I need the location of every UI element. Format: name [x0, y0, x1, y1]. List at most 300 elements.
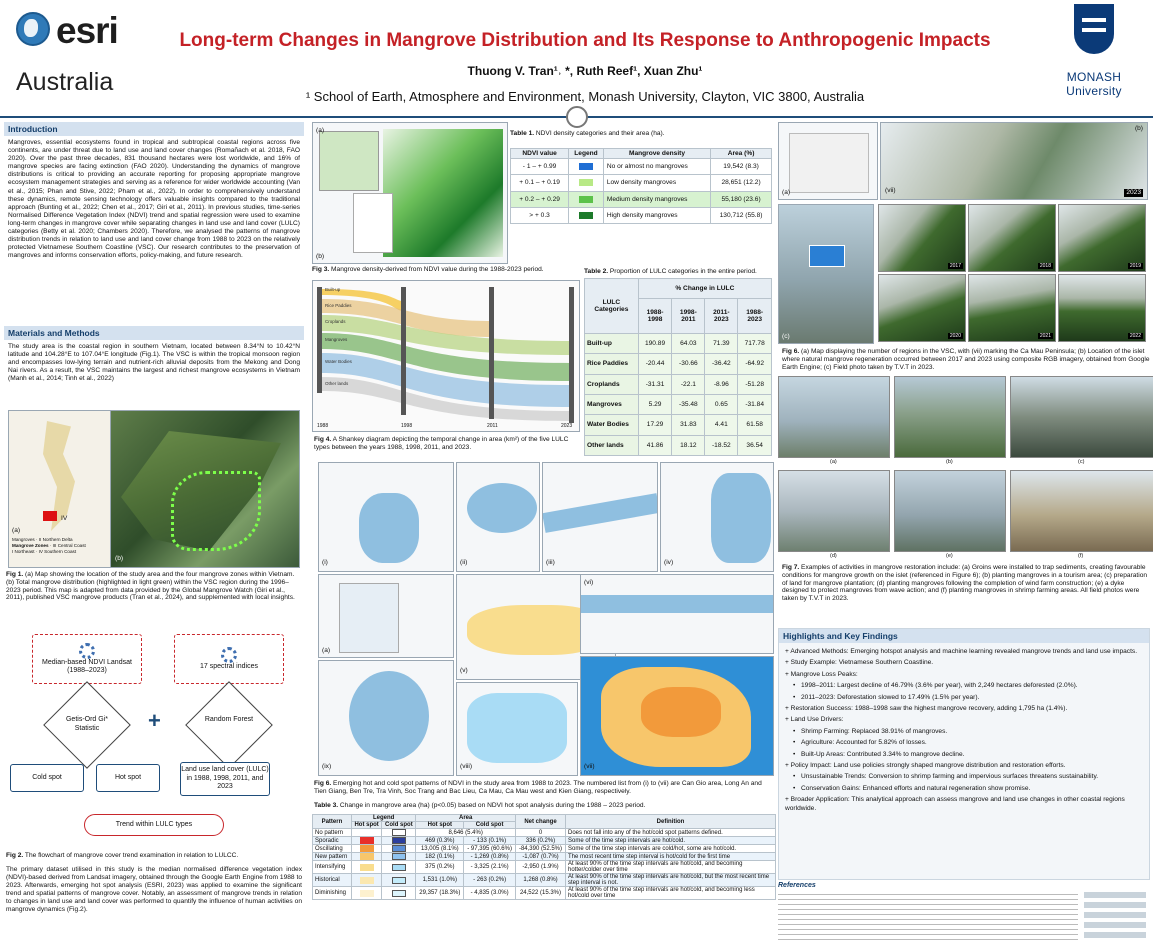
column-header: Pattern: [313, 815, 352, 829]
period-header: 1988-2023: [738, 299, 772, 334]
ndvi-cell: > + 0.3: [511, 207, 569, 223]
panel-label: (b): [946, 459, 953, 465]
panel-label: (c): [1078, 459, 1085, 465]
fig3-density-maps: [312, 122, 508, 264]
caption-label: Fig 4.: [314, 436, 332, 443]
caption-label: Fig 6.: [782, 348, 800, 355]
cold-legend-cell: [382, 874, 416, 887]
value-cell: 5.29: [638, 394, 672, 414]
panel-label: (a): [316, 127, 325, 134]
pattern-cell: Sporadic: [313, 837, 352, 845]
fig6-caption: [782, 348, 1150, 371]
hot-legend-cell: [351, 853, 382, 861]
pattern-cell: Intensifying: [313, 861, 352, 874]
ndvi-cell: - 1 – + 0.99: [511, 159, 569, 175]
year-label: 2020: [949, 333, 961, 339]
fig4-caption: [314, 436, 580, 452]
table-header-row: [585, 279, 772, 299]
time-series-grid: [878, 204, 1148, 344]
panel-label: (v): [460, 667, 468, 674]
definition-cell: At least 90% of the time step intervals are hot/cold, and becoming hotter/colder over time: [566, 861, 776, 874]
legend-item: Mangroves: [12, 537, 35, 542]
area-hot-cell: 29,357 (18.3%): [416, 887, 464, 900]
density-cell: No or almost no mangroves: [603, 159, 710, 175]
fig1-caption: [6, 571, 302, 602]
field-photo: [778, 470, 890, 552]
panel-label: (iv): [664, 559, 674, 566]
row-header: Other lands: [585, 435, 639, 455]
caption-label: Table 3.: [314, 802, 339, 809]
panel-label: (b): [1134, 125, 1143, 132]
legend-cell: [569, 159, 604, 175]
row-header: Rice Paddies: [585, 354, 639, 374]
globe-icon: [16, 12, 50, 46]
period-header: 1988-1998: [638, 299, 672, 334]
panel-label: (iii): [546, 559, 555, 566]
period-header: 1998-2011: [672, 299, 705, 334]
legend-swatch: [360, 853, 374, 860]
node-label: Other lands: [325, 381, 349, 386]
table-row: [585, 394, 772, 414]
map-legend: [353, 193, 393, 253]
mangrove-highlight: [171, 471, 261, 551]
highlight-subitem: • 2011–2023: Deforestation slowed to 17.49% (1.5% per year).: [785, 694, 1143, 702]
affiliation: ¹ School of Earth, Atmosphere and Environment, Monash University, Clayton, VIC 3800, Australia: [305, 89, 865, 104]
column-header: Net change: [515, 815, 565, 829]
net-change-cell: 0: [515, 829, 565, 837]
year-label: 1998: [401, 423, 413, 429]
contact-block: [1084, 892, 1146, 940]
net-change-cell: 336 (0.2%): [515, 837, 565, 845]
caption-label: Table 1.: [510, 130, 535, 137]
field-photo: [1010, 470, 1153, 552]
fig5-caption: [314, 780, 774, 796]
density-cell: High density mangroves: [603, 207, 710, 223]
node-label: Croplands: [325, 319, 346, 324]
cold-legend-cell: [382, 887, 416, 900]
map-panel: [318, 574, 454, 658]
time-series-image: [968, 274, 1056, 342]
value-cell: -22.1: [672, 374, 705, 394]
table1-ndvi: [510, 148, 772, 224]
hot-spot-box: Hot spot: [96, 764, 160, 792]
table-row: [313, 853, 776, 861]
legend-swatch: [579, 196, 593, 203]
row-header: Built-up: [585, 333, 639, 353]
legend-swatch: [360, 837, 374, 844]
panel-label: (ix): [322, 763, 332, 770]
panel-label: (b): [316, 253, 325, 260]
esri-wordmark: esri: [56, 10, 118, 51]
table-row: [511, 207, 772, 223]
gear-icon: [221, 647, 237, 663]
value-cell: -20.44: [638, 354, 672, 374]
table-row: [313, 829, 776, 837]
definition-cell: Some of the time step intervals are cold/hot, some are hot/cold.: [566, 845, 776, 853]
table-row: [585, 415, 772, 435]
legend-swatch: [360, 877, 374, 884]
table2-caption: [584, 268, 774, 276]
area-cold-cell: - 263 (0.2%): [464, 874, 516, 887]
column-header: Area (%): [711, 149, 772, 159]
pattern-cell: Historical: [313, 874, 352, 887]
table-header-row: [511, 149, 772, 159]
net-change-cell: 1,268 (0.8%): [515, 874, 565, 887]
year-label: 2023: [561, 423, 573, 429]
column-header: LULC Categories: [585, 279, 639, 334]
legend-cell: [569, 191, 604, 207]
definition-cell: At least 90% of the time step intervals are hot/cold, but the most recent time step interval is not.: [566, 874, 776, 887]
year-label: 2018: [1039, 263, 1051, 269]
field-photo: [1010, 376, 1153, 458]
highlight-item: + Broader Application: This analytical approach can assess mangrove and land use changes in other coastal regions worldwide.: [785, 796, 1125, 812]
time-series-image: [1058, 274, 1146, 342]
value-cell: 61.58: [738, 415, 772, 435]
value-cell: 18.12: [672, 435, 705, 455]
fig5-hotspot-maps: [318, 462, 774, 778]
caption-label: Fig 2.: [6, 852, 24, 859]
introduction-text: Mangroves, essential ecosystems found in tropical and subtropical coastal regions across five continents, are under threat due to land use and land cover changes (Romañach et al. 2018, FAO 2020). Over the past three decades, 831 thousand hectares were lost worldwide, and 16% of mangrove species are facing extinction (FAO 2020). Understanding the dynamics of mangrove distributions is critical to providing an accurate reporting for proposing appropriate mangrove ecosystem management strategies and serving as a reference for wider worldwide accounting (Van et al., 2015; Phan and Stive, 2022; Pham et al., 2022). In order to comprehensively understand these dynamics, remote sensing technology offers valuable insights compared to the traditional approach (Bunting et al., 2022; Chen et al., 2017; Giri et al., 2011). In previous studies, time-series Normalised Difference Vegetation Index (NDVI) trend and spatial regression were used to examine long-term changes in mangrove cover while separating changes in land use and land cover (LULC) categories (Betty et al. 2020; Chambers 2020). Therefore, we analysed the patterns of mangrove distribution trends in relation to land use and land cover change from 1988 to 2023 on the relatively protected Vietnamese Southern Coastline (VSC). Our research contributes to the preservation of mangroves and informs conservation efforts, policy-making, and future research.: [8, 139, 300, 260]
column-subheader: Cold spot: [382, 822, 416, 829]
caption-label: Fig 3.: [312, 266, 330, 273]
value-cell: 190.89: [638, 333, 672, 353]
hot-legend-cell: [351, 887, 382, 900]
field-photo: [778, 204, 874, 344]
table-row: [585, 374, 772, 394]
pattern-cell: New pattern: [313, 853, 352, 861]
area-hot-cell: 469 (0.3%): [416, 837, 464, 845]
poster-title: Long-term Changes in Mangrove Distribution and Its Response to Anthropogenic Impacts: [179, 30, 991, 51]
highlight-item: + Study Example: Vietnamese Southern Coastline.: [785, 659, 934, 667]
lulc-box: Land use land cover (LULC) in 1988, 1998, 2011, and 2023: [180, 762, 270, 796]
highlight-subitem: • Agriculture: Accounted for 5.82% of losses.: [785, 739, 1143, 747]
cold-spot-box: Cold spot: [10, 764, 84, 792]
panel-label: (a): [830, 459, 837, 465]
plus-icon: +: [148, 708, 161, 733]
area-hot-cell: 1,531 (1.0%): [416, 874, 464, 887]
table-row: [511, 159, 772, 175]
area-hot-cell: 375 (0.2%): [416, 861, 464, 874]
highlight-item: + Policy Impact: Land use policies strongly shaped mangrove distribution and restoration efforts.: [785, 762, 1066, 770]
net-change-cell: 24,522 (15.3%): [515, 887, 565, 900]
column-subheader: Hot spot: [416, 822, 464, 829]
legend-swatch: [392, 853, 406, 860]
highlight-item: + Land Use Drivers:: [785, 716, 844, 724]
table-row: [585, 435, 772, 455]
random-forest-label: Random Forest: [204, 716, 254, 723]
year-label: 2017: [949, 263, 961, 269]
signboard: [809, 245, 845, 267]
highlight-subitem: • Built-Up Areas: Contributed 3.34% to mangrove decline.: [785, 751, 1143, 759]
panel-label: (b): [115, 555, 124, 562]
section-heading: Highlights and Key Findings: [779, 629, 1149, 643]
legend-item: III Central Coast: [52, 543, 86, 548]
caption-text: (a) Map showing the location of the study area and the four mangrove zones within Vietnam. (b) Total mangrove distribution (highlighted in light green) within the VSC region during the 1996–2023 period. This map is adapted from data provided by the Global Mangrove Watch (Giri et al., 2011), published VSC mangrove products (Tran et al., 2024), and supplemented with local insights.: [6, 571, 295, 602]
gear-icon: [79, 643, 95, 659]
panel-label: (d): [830, 553, 837, 559]
value-cell: 0.65: [705, 394, 738, 414]
legend-swatch: [392, 845, 406, 852]
area-cell: 8,646 (5.4%): [416, 829, 516, 837]
area-hot-cell: 13,005 (8.1%): [416, 845, 464, 853]
row-header: Mangroves: [585, 394, 639, 414]
cold-legend-cell: [382, 845, 416, 853]
node-label: Built-up: [325, 287, 341, 292]
time-series-image: [1058, 204, 1146, 272]
legend-swatch: [579, 179, 593, 186]
section-heading: Materials and Methods: [4, 326, 304, 340]
section-heading: Introduction: [4, 122, 304, 136]
hot-legend-cell: [351, 874, 382, 887]
panel-label: (f): [1078, 553, 1084, 559]
value-cell: -36.42: [705, 354, 738, 374]
column-header: Area: [416, 815, 516, 822]
pattern-cell: Oscillating: [313, 845, 352, 853]
value-cell: 31.83: [672, 415, 705, 435]
hot-legend-cell: [351, 845, 382, 853]
monash-logo: [1040, 4, 1148, 96]
highlight-subitem: • Conservation Gains: Enhanced efforts and natural regeneration show promise.: [785, 785, 1143, 793]
time-series-image: [878, 274, 966, 342]
legend-item: II Northern Delta: [38, 537, 73, 542]
map-panel: [542, 462, 658, 572]
group-header: % Change in LULC: [638, 279, 771, 299]
methods-section: [4, 326, 304, 383]
fig1b-mangrove-map: [110, 410, 300, 568]
year-label: 2021: [1039, 333, 1051, 339]
zone-label: IV: [61, 515, 68, 522]
value-cell: 17.29: [638, 415, 672, 435]
random-forest-diamond: [185, 681, 273, 769]
highlight-item: + Advanced Methods: Emerging hotspot analysis and machine learning revealed mangrove trends and land use impacts.: [785, 648, 1138, 655]
highlights-section: [778, 628, 1150, 880]
definition-cell: Some of the time step intervals are hot/cold.: [566, 837, 776, 845]
table-row: [585, 354, 772, 374]
caption-label: Table 2.: [584, 268, 609, 275]
table3-hotspot: [312, 814, 776, 900]
period-header: 2011-2023: [705, 299, 738, 334]
value-cell: 71.39: [705, 333, 738, 353]
panel-label: (a): [12, 527, 21, 534]
fig2-caption: [6, 852, 302, 860]
cold-legend-cell: [382, 853, 416, 861]
map-panel: [580, 574, 774, 654]
legend-swatch: [360, 890, 374, 897]
table-row: [313, 874, 776, 887]
fig4-sankey: [312, 280, 580, 432]
caption-label: Fig 7.: [782, 564, 800, 571]
map-panel: [456, 682, 578, 776]
legend-swatch: [392, 877, 406, 884]
table1-caption: [510, 130, 770, 138]
year-label: 2022: [1129, 333, 1141, 339]
australia-wordmark: Australia: [16, 68, 114, 96]
value-cell: 717.78: [738, 333, 772, 353]
fig1-legend: Mangroves · II Northern Delta Mangrove Zones · III Central Coast I Northeast · IV Southern Coast: [12, 537, 86, 554]
value-cell: -30.66: [672, 354, 705, 374]
caption-text: The flowchart of mangrove cover trend examination in relation to LULCC.: [23, 852, 239, 859]
references-heading: References: [778, 882, 816, 889]
legend-swatch: [360, 864, 374, 871]
panel-label: (i): [322, 559, 328, 566]
area-cell: 19,542 (8.3): [711, 159, 772, 175]
legend-swatch: [360, 845, 374, 852]
column-subheader: Hot spot: [351, 822, 382, 829]
getis-ord-label: Getis-Ord Gi* Statistic: [65, 716, 108, 732]
time-series-image: [878, 204, 966, 272]
area-cell: 55,180 (23.6): [711, 191, 772, 207]
table-row: [511, 175, 772, 191]
ndvi-input-box: [32, 634, 142, 684]
highlight-subitem: • Unsustainable Trends: Conversion to shrimp farming and impervious surfaces threatens sustainability.: [785, 773, 1143, 781]
highlight-subitem: • 1998–2011: Largest decline of 46.79% (3.6% per year), with 2,249 hectares deforested (2.0%).: [785, 682, 1143, 690]
fig7-photo-grid: [778, 376, 1148, 562]
caption-text: NDVI density categories and their area (ha).: [534, 130, 665, 137]
introduction-section: [4, 122, 304, 260]
panel-label: (a): [322, 647, 331, 654]
table-row: [313, 861, 776, 874]
legend-swatch: [579, 212, 593, 219]
area-cold-cell: - 133 (0.1%): [464, 837, 516, 845]
column-header: Definition: [566, 815, 776, 829]
region-map: [778, 122, 878, 200]
field-photo: [894, 470, 1006, 552]
authors: Thuong V. Tran¹˒ *, Ruth Reef¹, Xuan Zhu¹: [467, 64, 703, 78]
year-label: 2023: [1126, 189, 1141, 196]
panel-label: (e): [946, 553, 953, 559]
legend-cell: [569, 175, 604, 191]
value-cell: 36.54: [738, 435, 772, 455]
value-cell: 64.03: [672, 333, 705, 353]
field-photo: [894, 376, 1006, 458]
value-cell: 4.41: [705, 415, 738, 435]
table-header-row: [313, 815, 776, 822]
fig3-caption: [312, 266, 582, 274]
fig7-caption: [782, 564, 1150, 603]
density-cell: Medium density mangroves: [603, 191, 710, 207]
hot-legend-cell: [351, 837, 382, 845]
spectral-indices-box: [174, 634, 284, 684]
sankey-svg: [313, 281, 580, 432]
map-panel: [456, 462, 540, 572]
panel-label: (vii): [584, 763, 595, 770]
definition-cell: The most recent time step interval is hot/cold for the first time: [566, 853, 776, 861]
pattern-cell: Diminishing: [313, 887, 352, 900]
value-cell: -51.28: [738, 374, 772, 394]
row-header: Croplands: [585, 374, 639, 394]
density-cell: Low density mangroves: [603, 175, 710, 191]
table-row: [313, 837, 776, 845]
box-label: 17 spectral indices: [200, 662, 258, 670]
legend-item: I Northeast: [12, 549, 35, 554]
highlights-list: [779, 643, 1149, 818]
area-cold-cell: - 3,325 (2.1%): [464, 861, 516, 874]
emblem-icon: [566, 106, 588, 128]
legend-item: IV Southern Coast: [38, 549, 77, 554]
value-cell: -8.96: [705, 374, 738, 394]
legend-swatch: [579, 163, 593, 170]
table-row: [585, 333, 772, 353]
islet-overview-map: [880, 122, 1148, 200]
caption-text: A Shankey diagram depicting the temporal change in area (km²) of the five LULC types between the years 1988, 1998, 2011, and 2023.: [314, 436, 569, 451]
highlight-subitem: • Shrimp Farming: Replaced 38.91% of mangroves.: [785, 728, 1143, 736]
year-label: 2019: [1129, 263, 1141, 269]
shield-icon: [1074, 4, 1114, 54]
value-cell: -31.31: [638, 374, 672, 394]
time-series-image: [968, 204, 1056, 272]
table3-caption: [314, 802, 774, 810]
cold-legend-cell: [382, 837, 416, 845]
panel-label: (vi): [584, 579, 594, 586]
cold-legend-cell: [382, 829, 416, 837]
map-panel: [318, 660, 454, 776]
column-header: NDVI value: [511, 149, 569, 159]
table-row: [313, 845, 776, 853]
map-panel: [318, 462, 454, 572]
definition-cell: At least 90% of the time step intervals are hot/cold, and becoming less hot/cold over time: [566, 887, 776, 900]
net-change-cell: -1,087 (0.7%): [515, 853, 565, 861]
caption-text: Examples of activities in mangrove restoration include: (a) Groins were installed to trap sediments, creating favourable conditions for mangrove growth on the islet (referenced in Figure 6); (b) planting mangroves in a tourism area; (c) preparation of land for mangrove plantation; (d) planting mangroves following the completion of wind farm construction; (e) a dyke designed to protect mangroves from wave action; and (f) planting mangroves in shrimp farming areas. All field photos were taken by T.V.T in 2023.: [782, 564, 1148, 603]
panel-label: (c): [782, 333, 790, 340]
year-label: 1988: [317, 423, 329, 429]
references-section: [778, 882, 1150, 944]
methods-text: The study area is the coastal region in southern Vietnam, located between 8.34°N to 10.42°N latitude and 104.28°E to 107.04°E longitude (Fig.1). The VSC is within the tropical monsoon region and encompasses low-lying terrain and nutrient-rich alluvial deposits from the Mekong and Dong Nai rivers. As a result, the VSC maintains the largest and richest mangrove ecosystems in Vietnam (Manh et al., 2014; Tinh et al., 2022): [8, 343, 300, 383]
inset-map: [319, 131, 379, 191]
map-panel: [660, 462, 774, 572]
map-panel: [580, 656, 774, 776]
table2-lulc: [584, 278, 772, 456]
trend-box: Trend within LULC types: [84, 814, 224, 836]
caption-text: Proportion of LULC categories in the entire period.: [608, 268, 757, 275]
table-row: [511, 191, 772, 207]
legend-cell: [569, 207, 604, 223]
area-cold-cell: - 97,395 (60.6%): [464, 845, 516, 853]
panel-label: (a): [782, 189, 791, 196]
panel-label: (viii): [460, 763, 473, 770]
column-header: Legend: [351, 815, 416, 822]
row-header: Water Bodies: [585, 415, 639, 435]
value-cell: -18.52: [705, 435, 738, 455]
box-label: Median-based NDVI Landsat (1988–2023): [42, 658, 132, 674]
panel-label: (vii): [885, 187, 896, 194]
value-cell: -31.84: [738, 394, 772, 414]
table-row: [313, 887, 776, 900]
caption-text: Mangrove density-derived from NDVI value during the 1988-2023 period.: [329, 266, 544, 273]
fig2-flowchart: [4, 624, 304, 848]
legend-swatch: [392, 837, 406, 844]
pattern-cell: No pattern: [313, 829, 352, 837]
node-label: Rice Paddies: [325, 303, 352, 308]
caption-label: Fig 6.: [314, 780, 332, 787]
legend-swatch: [392, 829, 406, 836]
legend-swatch: [392, 864, 406, 871]
caption-text: (a) Map displaying the number of regions in the VSC, with (vii) marking the Ca Mau Peninsula; (b) Location of the islet where natural mangrove regeneration occurred between 2017 and 2023 using composite RGB imagery, obtained from Google Earth Engine; (c) Field photo taken by T.V.T in 2023.: [782, 348, 1150, 371]
references-list: [778, 894, 1078, 942]
area-hot-cell: 182 (0.1%): [416, 853, 464, 861]
monash-wordmark: MONASH University: [1066, 70, 1122, 98]
field-photo: [778, 376, 890, 458]
caption-text: Emerging hot and cold spot patterns of NDVI in the study area from 1988 to 2023. The numbered list from (i) to (vii) are Can Gio area, Long An and Tien Giang, Ben Tre, Tra Vinh, Soc Trang and Bac Lieu, Ca Mau, Ca Mau west and Kien Giang, respectively.: [314, 780, 762, 795]
panel-label: (ii): [460, 559, 468, 566]
net-change-cell: -2,950 (1.9%): [515, 861, 565, 874]
area-cell: 28,651 (12.2): [711, 175, 772, 191]
esri-australia-logo: [14, 10, 134, 96]
column-header: Mangrove density: [603, 149, 710, 159]
value-cell: 41.86: [638, 435, 672, 455]
poster-header: [0, 0, 1153, 118]
highlight-item: + Restoration Success: 1988–1998 saw the highest mangrove recovery, adding 1,795 ha (1.4%).: [785, 705, 1068, 713]
definition-cell: Does not fall into any of the hot/cold spot patterns defined.: [566, 829, 776, 837]
